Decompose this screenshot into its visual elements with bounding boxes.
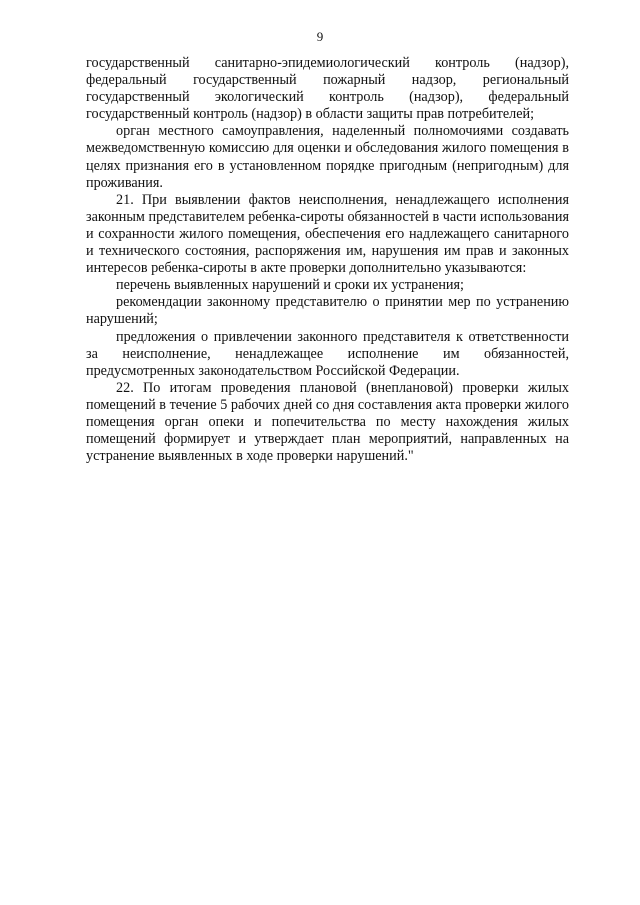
paragraph-local-government: орган местного самоуправления, наделенный полномочиями создавать межведомственную комиссию для оценки и обследования жилого помещения в целях признания его в установленном порядке пригодным (непригодным) для проживания.	[86, 123, 569, 191]
paragraph-supervision-bodies: государственный санитарно-эпидемиологический контроль (надзор), федеральный государственный пожарный надзор, региональный государственный экологический контроль (надзор), федеральный государственный контроль (надзор) в области защиты прав потребителей;	[86, 55, 569, 123]
paragraph-liability-proposals: предложения о привлечении законного представителя к ответственности за неисполнение, ненадлежащее исполнение им обязанностей, предусмотренных законодательством Российской Федерации.	[86, 328, 569, 379]
paragraph-recommendations: рекомендации законному представителю о принятии мер по устранению нарушений;	[86, 294, 569, 328]
paragraph-21-violations: 21. При выявлении фактов неисполнения, ненадлежащего исполнения законным представителем ребенка-сироты обязанностей в части использования и сохранности жилого помещения, обеспечения его надлежащего санитарного и технического состояния, распоряжения им, нарушения им прав и законных интересов ребенка-сироты в акте проверки дополнительно указываются:	[86, 191, 569, 277]
document-body	[86, 55, 569, 465]
paragraph-violations-list: перечень выявленных нарушений и сроки их устранения;	[116, 277, 464, 294]
paragraph-22-action-plan: 22. По итогам проведения плановой (внеплановой) проверки жилых помещений в течение 5 рабочих дней со дня составления акта проверки жилого помещения орган опеки и попечительства по месту нахождения жилых помещений формирует и утверждает план мероприятий, направленных на устранение выявленных в ходе проверки нарушений."	[86, 379, 569, 465]
page-number: 9	[316, 29, 324, 44]
